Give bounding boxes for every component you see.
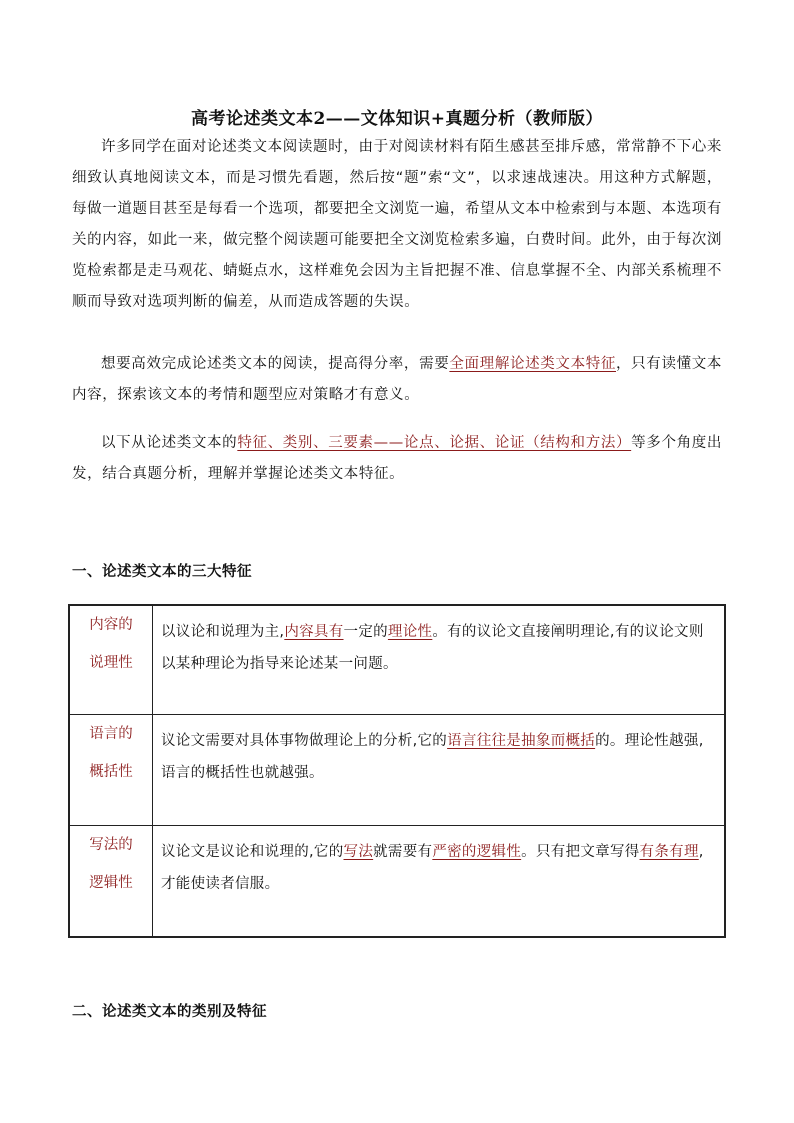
feature-desc-generality xyxy=(153,715,726,826)
desc-highlight: 写法 xyxy=(343,844,374,860)
desc-text: 议论文是议论和说理的,它的 xyxy=(161,844,344,860)
desc-highlight: 严密的逻辑性 xyxy=(432,844,522,860)
desc-highlight: 有条有理 xyxy=(639,844,699,860)
paragraph-outline-text-end: 等多个角度出发，结合真题分析，理解并掌握论述类文本特征。 xyxy=(72,435,722,482)
desc-text: 议论文需要对具体事物做理论上的分析,它的 xyxy=(161,733,448,749)
page-title: 高考论述类文本2——文体知识+真题分析（教师版） xyxy=(190,109,604,129)
section-heading-categories: 二、论述类文本的类别及特征 xyxy=(72,1003,267,1020)
desc-text: 。只有把文章写得 xyxy=(521,844,640,860)
table-row xyxy=(69,605,725,715)
label-line: 说理性 xyxy=(89,655,133,671)
label-line: 内容的 xyxy=(89,617,133,633)
desc-text: 的。理论性越强,语言的概括性也就越强。 xyxy=(161,733,704,781)
desc-text: 。有的议论文直接阐明理论,有的议论文则以某种理论为指导来论述某一问题。 xyxy=(161,624,704,672)
features-table xyxy=(68,604,726,938)
desc-text: 以议论和说理为主, xyxy=(161,624,285,640)
desc-highlight: 理论性 xyxy=(387,624,433,640)
paragraph-intro: 许多同学在面对论述类文本阅读题时，由于对阅读材料有陌生感甚至排斥感，常常静不下心来细致认真地阅读文本，而是习惯先看题，然后按“题”索“文”，以求速战速决。用这种方式解题，每做一道题目甚至是每看一个选项，都要把全文浏览一遍，希望从文本中检索到与本题、本选项有关的内容，如此一来，做完整个阅读题可能要把全文浏览检索多遍，白费时间。此外，由于每次浏览检索都是走马观花、蜻蜓点水，这样难免会因为主旨把握不准、信息掌握不全、内部关系梳理不顺而导致对选项判断的偏差，从而造成答题的失误。 xyxy=(72,139,722,310)
label-line: 写法的 xyxy=(89,837,133,853)
label-line: 概括性 xyxy=(89,764,133,780)
desc-text: 就需要有 xyxy=(373,844,433,860)
paragraph-goal-text-end: ，只有读懂文本内容，探索该文本的考情和题型应对策略才有意义。 xyxy=(72,356,722,403)
paragraph-goal xyxy=(72,349,722,411)
highlight-understand-features: 全面理解论述类文本特征 xyxy=(449,356,617,372)
label-line: 语言的 xyxy=(89,726,133,742)
label-line: 逻辑性 xyxy=(89,875,133,891)
section-heading-features: 一、论述类文本的三大特征 xyxy=(72,563,252,580)
table-row xyxy=(69,715,725,826)
feature-label-generality xyxy=(69,715,153,826)
paragraph-outline xyxy=(72,428,722,490)
desc-text: 一定的 xyxy=(343,624,388,640)
feature-label-reasoning xyxy=(69,605,153,715)
feature-desc-reasoning xyxy=(153,605,726,715)
desc-highlight: 内容具有 xyxy=(284,624,344,640)
paragraph-goal-text: 想要高效完成论述类文本的阅读，提高得分率，需要 xyxy=(101,356,450,372)
feature-desc-logic xyxy=(153,826,726,938)
table-row xyxy=(69,826,725,938)
highlight-three-elements: 特征、类别、三要素——论点、论据、论证（结构和方法） xyxy=(237,435,632,451)
feature-label-logic xyxy=(69,826,153,938)
desc-text: ,才能使读者信服。 xyxy=(161,844,704,892)
paragraph-outline-text: 以下从论述类文本的 xyxy=(101,435,238,451)
desc-highlight: 语言往往是抽象而概括 xyxy=(447,733,596,749)
